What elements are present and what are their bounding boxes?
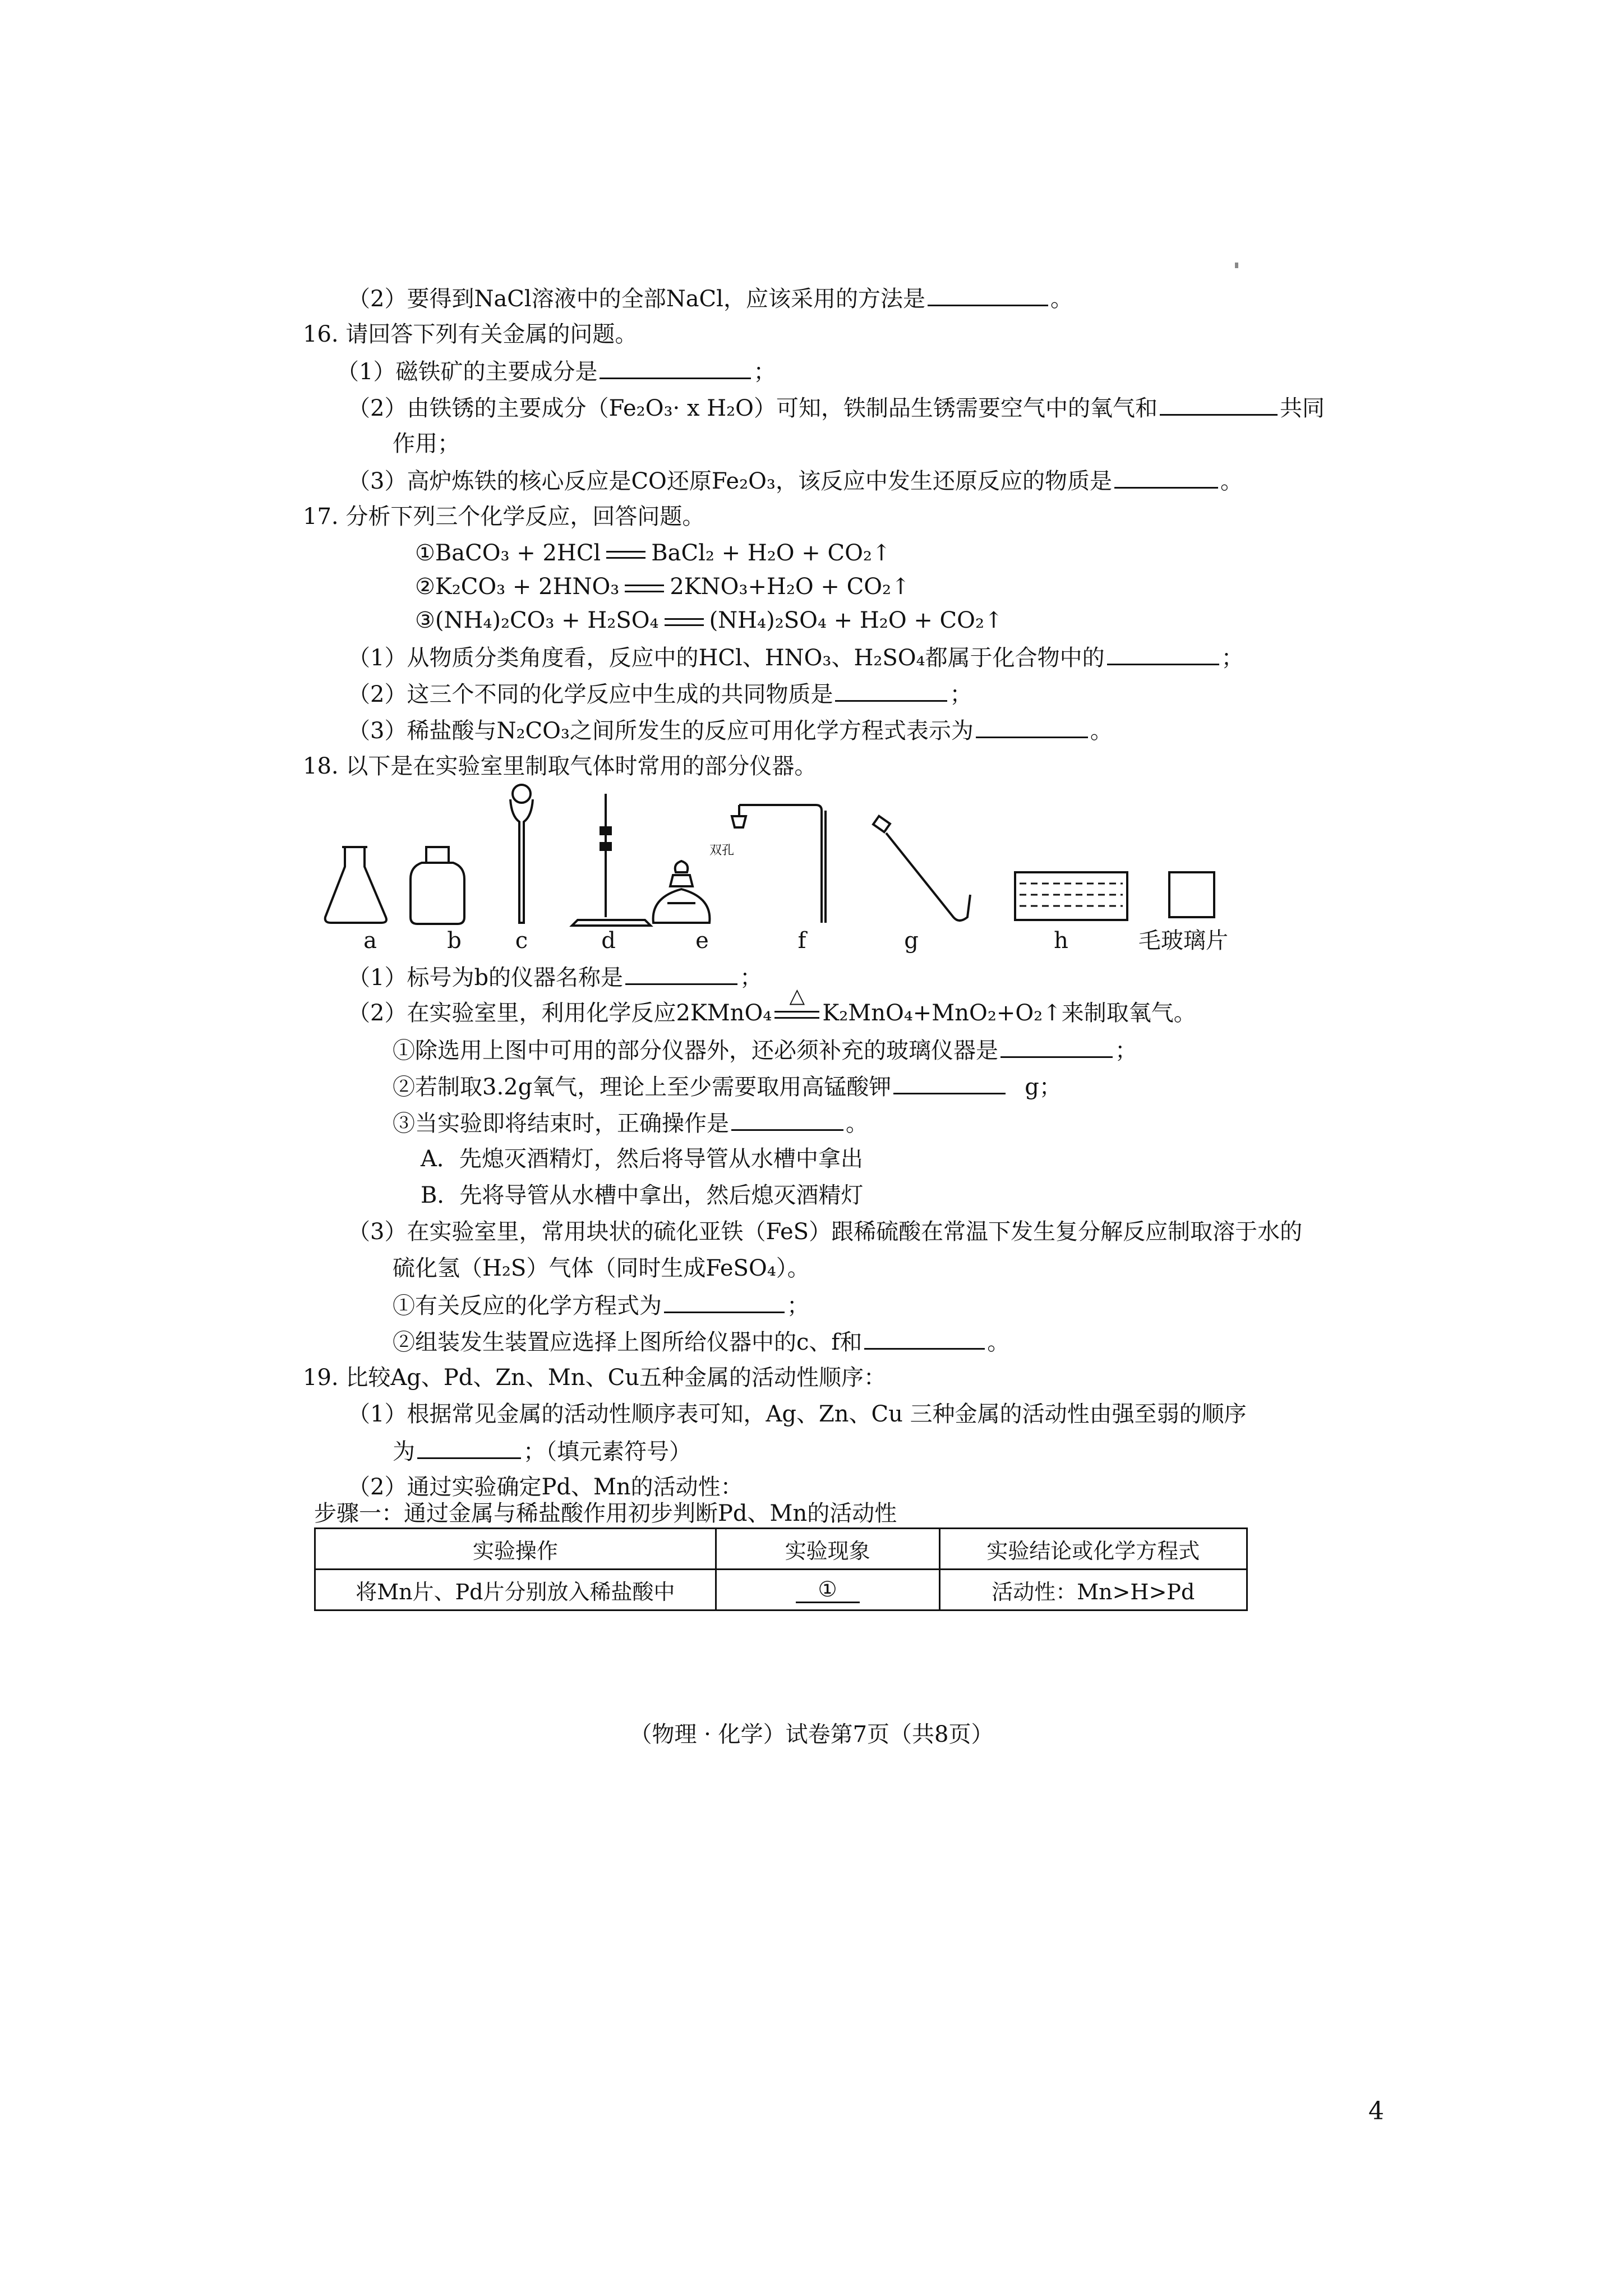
table-header-row <box>315 1529 1247 1570</box>
answer-blank[interactable] <box>417 1436 521 1459</box>
q17-part3: （3）稀盐酸与N₂CO₃之间所发生的反应可用化学方程式表示为 。 <box>348 715 1113 746</box>
q17-title: 17. 分析下列三个化学反应，回答问题。 <box>303 504 705 530</box>
experiment-table <box>314 1527 1248 1611</box>
apparatus-label-c: c <box>515 928 528 954</box>
heat-triangle-icon: △ <box>789 984 805 1007</box>
q19-part2: （2）通过实验确定Pd、Mn的活动性： <box>348 1474 743 1500</box>
q16-part1: （1）磁铁矿的主要成分是 ； <box>336 356 776 386</box>
q19-step1: 步骤一：通过金属与稀盐酸作用初步判断Pd、Mn的活动性 <box>314 1501 897 1526</box>
answer-blank[interactable] <box>600 356 751 379</box>
equals-sign <box>625 585 664 592</box>
page-footer: （物理 · 化学）试卷第7页（共8页） <box>629 1722 994 1747</box>
answer-blank[interactable] <box>976 715 1088 738</box>
ground-glass-plate-icon <box>1169 872 1214 917</box>
answer-blank[interactable] <box>835 679 947 702</box>
answer-blank[interactable] <box>1160 393 1278 416</box>
answer-blank[interactable] <box>664 1290 785 1313</box>
table-cell: 将Mn片、Pd片分别放入稀盐酸中 <box>315 1570 716 1611</box>
q18-part2-3: ③当实验即将结束时，正确操作是 。 <box>393 1108 868 1138</box>
iron-stand-icon <box>572 794 651 926</box>
page-number: 4 <box>1368 2097 1384 2125</box>
wide-mouth-bottle-icon <box>411 847 464 924</box>
q16-part2-cont: 作用； <box>393 431 460 457</box>
rubber-tube-icon <box>873 816 970 921</box>
equals-sign <box>665 618 704 626</box>
answer-blank[interactable] <box>1000 1035 1113 1058</box>
q19-part1-cont: 为 ；（填元素符号） <box>393 1436 691 1466</box>
q18-part3-1: ①有关反应的化学方程式为 ； <box>393 1290 809 1320</box>
q18-part2: （2）在实验室里，利用化学反应2KMnO₄ △ K₂MnO₄+MnO₂+O₂↑来制取氧气。 <box>348 999 1196 1028</box>
q17-part1: （1）从物质分类角度看，反应中的HCl、HNO₃、H₂SO₄都属于化合物中的 ； <box>348 642 1244 673</box>
apparatus-label-d: d <box>601 928 616 954</box>
q18-part3: （3）在实验室里，常用块状的硫化亚铁（FeS）跟稀硫酸在常温下发生复分解反应制取溶于水的 <box>348 1219 1303 1245</box>
q17-reaction-2: ②K₂CO₃ + 2HNO₃ 2KNO₃+H₂O + CO₂↑ <box>415 574 910 600</box>
apparatus-label-h: h <box>1054 928 1068 954</box>
q18-part1: （1）标号为b的仪器名称是 ； <box>348 962 762 992</box>
apparatus-label-e: e <box>695 928 709 954</box>
table-cell: 活动性：Mn>H>Pd <box>939 1570 1247 1611</box>
q17-reaction-3: ③(NH₄)₂CO₃ + H₂SO₄ (NH₄)₂SO₄ + H₂O + CO₂↑ <box>415 608 1003 633</box>
q16-part3: （3）高炉炼铁的核心反应是CO还原Fe₂O₃，该反应中发生还原反应的物质是 。 <box>348 466 1243 496</box>
q16-title: 16. 请回答下列有关金属的问题。 <box>303 321 638 347</box>
water-trough-icon <box>1015 872 1127 920</box>
answer-blank[interactable] <box>893 1071 1006 1094</box>
answer-blank[interactable] <box>864 1327 985 1350</box>
answer-blank[interactable] <box>625 962 737 985</box>
apparatus-label-glass-plate: 毛玻璃片 <box>1138 928 1228 954</box>
q18-part2-2: ②若制取3.2g氧气，理论上至少需要取用高锰酸钾 g； <box>393 1071 1062 1102</box>
apparatus-label-b: b <box>447 928 462 954</box>
q16-part2: （2）由铁锈的主要成分（Fe₂O₃· x H₂O）可知，铁制品生锈需要空气中的氧气和 共同 <box>348 393 1325 423</box>
table-header: 实验结论或化学方程式 <box>939 1529 1247 1570</box>
answer-blank[interactable] <box>928 283 1048 306</box>
q18-option-a: A．先熄灭酒精灯，然后将导管从水槽中拿出 <box>421 1146 863 1172</box>
q17-reaction-1: ①BaCO₃ + 2HCl BaCl₂ + H₂O + CO₂↑ <box>415 540 891 566</box>
table-header: 实验操作 <box>315 1529 716 1570</box>
answer-blank[interactable] <box>1114 466 1218 489</box>
q18-part3-cont: 硫化氢（H₂S）气体（同时生成FeSO₄）。 <box>393 1255 810 1281</box>
stopper-label: 双孔 <box>709 843 735 857</box>
table-header: 实验现象 <box>716 1529 939 1570</box>
lab-apparatus-figure <box>314 783 1234 951</box>
q19-title: 19. 比较Ag、Pd、Zn、Mn、Cu五种金属的活动性顺序： <box>303 1365 886 1391</box>
q18-option-b: B．先将导管从水槽中拿出，然后熄灭酒精灯 <box>421 1182 864 1208</box>
q18-part2-1: ①除选用上图中可用的部分仪器外，还必须补充的玻璃仪器是 ； <box>393 1035 1137 1065</box>
conical-flask-icon <box>325 847 386 923</box>
scan-speck <box>1235 263 1238 268</box>
apparatus-label-a: a <box>363 928 377 954</box>
apparatus-label-g: g <box>904 928 919 954</box>
q15-part2: （2）要得到NaCl溶液中的全部NaCl，应该采用的方法是 。 <box>348 283 1073 314</box>
answer-blank[interactable] <box>1107 642 1219 665</box>
table-cell-answer-blank[interactable]: ① <box>716 1570 939 1611</box>
heated-equals-sign <box>772 984 822 1028</box>
q17-part2: （2）这三个不同的化学反应中生成的共同物质是 ； <box>348 679 972 709</box>
table-row <box>315 1570 1247 1611</box>
q18-title: 18. 以下是在实验室里制取气体时常用的部分仪器。 <box>303 753 817 779</box>
alcohol-lamp-icon <box>653 861 710 923</box>
long-neck-funnel-icon <box>510 785 533 923</box>
delivery-tube-icon <box>732 805 826 923</box>
apparatus-label-f: f <box>797 928 806 954</box>
answer-blank[interactable] <box>731 1108 843 1131</box>
q18-part3-2: ②组装发生装置应选择上图所给仪器中的c、f和 。 <box>393 1327 1009 1357</box>
equals-sign <box>606 551 645 559</box>
q19-part1: （1）根据常见金属的活动性顺序表可知，Ag、Zn、Cu 三种金属的活动性由强至弱的顺序 <box>348 1401 1247 1427</box>
